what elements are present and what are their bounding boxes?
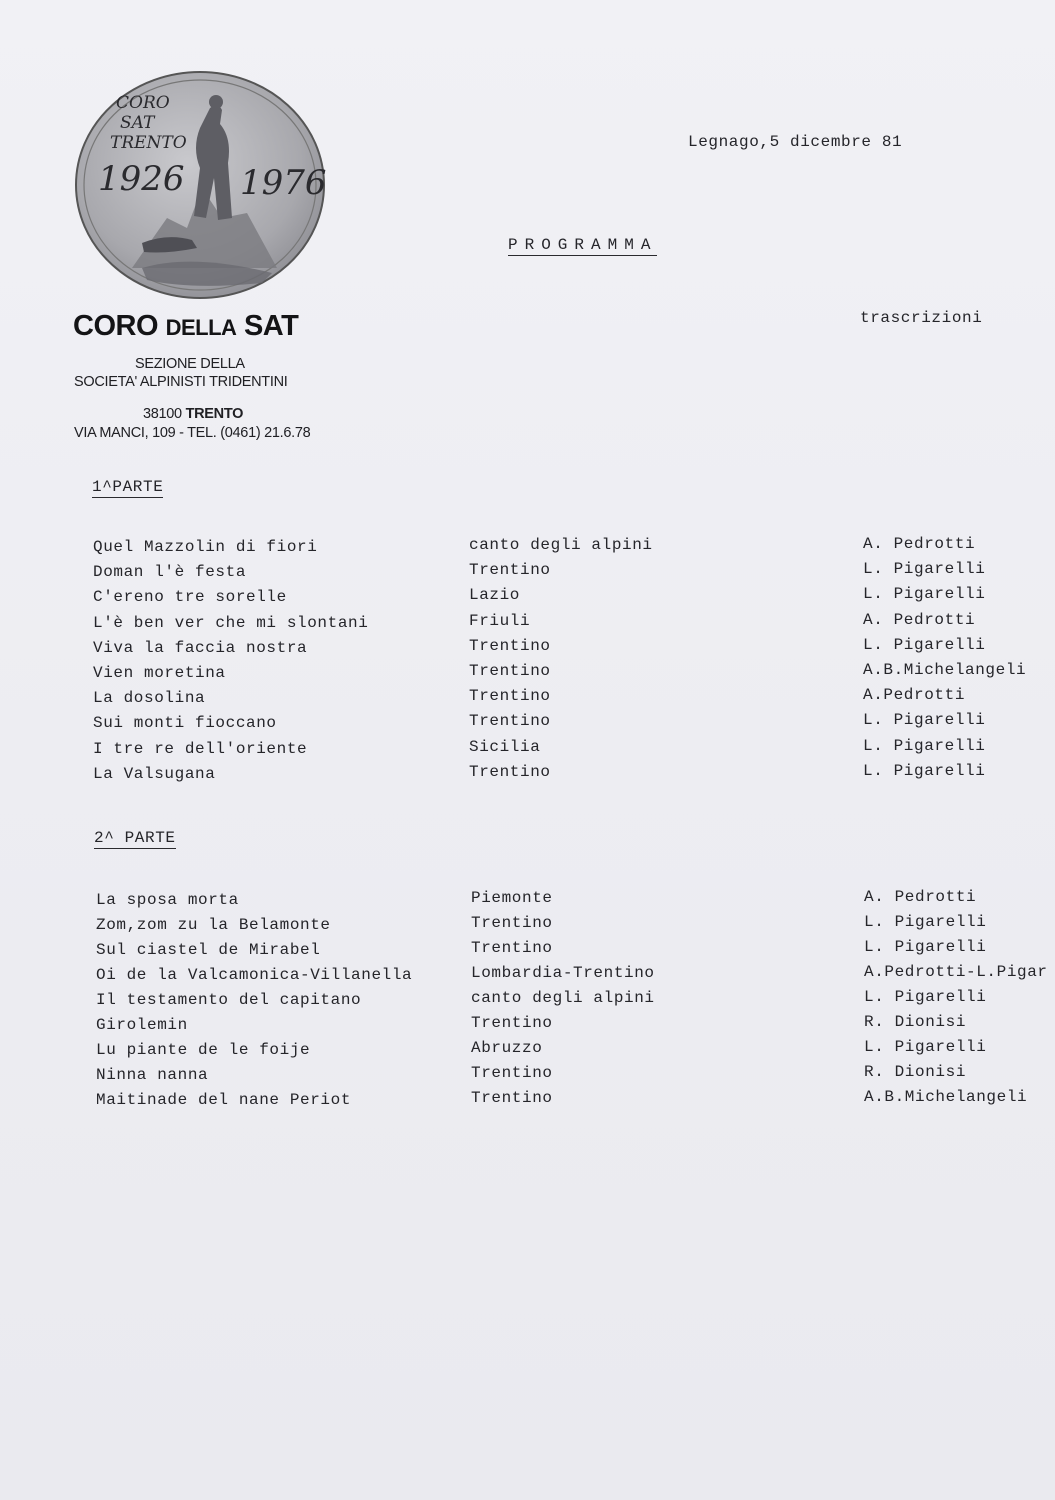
title-della: DELLA [165,315,237,340]
song-title: Vien moretina [93,664,226,682]
postcode: 38100 [143,406,182,422]
song-arranger: L. Pigarelli [864,938,987,956]
song-origin: Trentino [469,561,551,580]
song-arranger: L. Pigarelli [863,711,986,730]
medal-year-left: 1926 [98,159,185,199]
song-title: L'è ben ver che mi slontani [93,613,369,632]
part1-title: 1^PARTE [92,478,164,496]
letterhead-line1: SEZIONE DELLA [135,356,245,372]
song-title: Viva la faccia nostra [93,638,308,657]
song-origin: Lazio [469,586,521,605]
organization-title [73,310,298,343]
song-title: La Valsugana [93,764,216,783]
song-origin: Friuli [469,611,531,630]
song-origin: Trentino [469,662,551,680]
song-title: Il testamento del capitano [96,991,362,1009]
song-title: Sul ciastel de Mirabel [96,941,321,959]
title-sat: SAT [243,310,299,342]
song-title: La sposa morta [96,891,239,909]
song-arranger: A.B.Michelangeli [864,1088,1028,1106]
song-title: Ninna nanna [96,1066,209,1084]
song-origin: Abruzzo [471,1039,543,1057]
song-arranger: A. Pedrotti [864,888,977,906]
song-arranger: A. Pedrotti [863,535,976,553]
song-origin: Trentino [469,762,551,781]
song-origin: Trentino [469,712,551,731]
song-arranger: L. Pigarelli [863,635,986,654]
song-title: Lu piante de le foije [96,1041,311,1059]
song-origin: Trentino [471,1064,553,1082]
medal-logo [72,68,327,303]
song-arranger: R. Dionisi [864,1063,967,1081]
letterhead-line2: SOCIETA' ALPINISTI TRIDENTINI [74,374,288,390]
song-origin: Lombardia-Trentino [471,964,655,982]
song-title: Zom,zom zu la Belamonte [96,916,331,934]
song-arranger: R. Dionisi [864,1013,967,1031]
song-arranger: A.Pedrotti [863,686,966,705]
song-arranger: L. Pigarelli [864,913,987,931]
song-arranger: A.Pedrotti-L.Pigar [864,963,1048,981]
column-header-transcriptions: trascrizioni [860,309,983,327]
medal-year-right: 1976 [240,163,327,203]
song-arranger: L. Pigarelli [864,1038,987,1056]
letterhead-city-line [143,406,243,422]
song-title: Doman l'è festa [93,563,247,582]
song-origin: Trentino [471,1014,553,1032]
song-arranger: L. Pigarelli [863,761,986,780]
medal-text-trento: TRENTO [110,133,187,153]
title-coro: CORO [73,310,158,342]
song-origin: Trentino [469,636,551,655]
document-heading: PROGRAMMA [508,236,658,254]
song-origin: Sicilia [469,737,541,756]
song-origin: Trentino [471,939,553,957]
song-arranger: L. Pigarelli [863,585,986,604]
medal-text-sat: SAT [120,113,155,133]
song-origin: Trentino [471,1089,553,1107]
song-arranger: A. Pedrotti [863,610,976,629]
song-title: Oi de la Valcamonica-Villanella [96,966,413,984]
song-origin: canto degli alpini [471,989,655,1007]
song-title: I tre re dell'oriente [93,739,308,758]
part2-title: 2^ PARTE [94,829,176,847]
song-origin: Piemonte [471,889,553,907]
song-title: Girolemin [96,1016,188,1034]
letterhead-address: VIA MANCI, 109 - TEL. (0461) 21.6.78 [74,425,311,441]
song-title: Quel Mazzolin di fiori [93,538,318,556]
song-arranger: L. Pigarelli [864,988,987,1006]
song-title: Maitinade del nane Periot [96,1091,352,1109]
song-arranger: L. Pigarelli [863,736,986,755]
song-origin: Trentino [471,914,553,932]
song-title: C'ereno tre sorelle [93,588,287,607]
city: TRENTO [185,406,244,422]
song-origin: Trentino [469,687,551,706]
song-origin: canto degli alpini [469,536,653,554]
song-title: La dosolina [93,689,206,708]
medal-text-coro: CORO [116,93,170,113]
song-arranger: A.B.Michelangeli [863,661,1027,679]
song-title: Sui monti fioccano [93,714,277,733]
song-arranger: L. Pigarelli [863,560,986,579]
document-date: Legnago,5 dicembre 81 [688,133,903,151]
